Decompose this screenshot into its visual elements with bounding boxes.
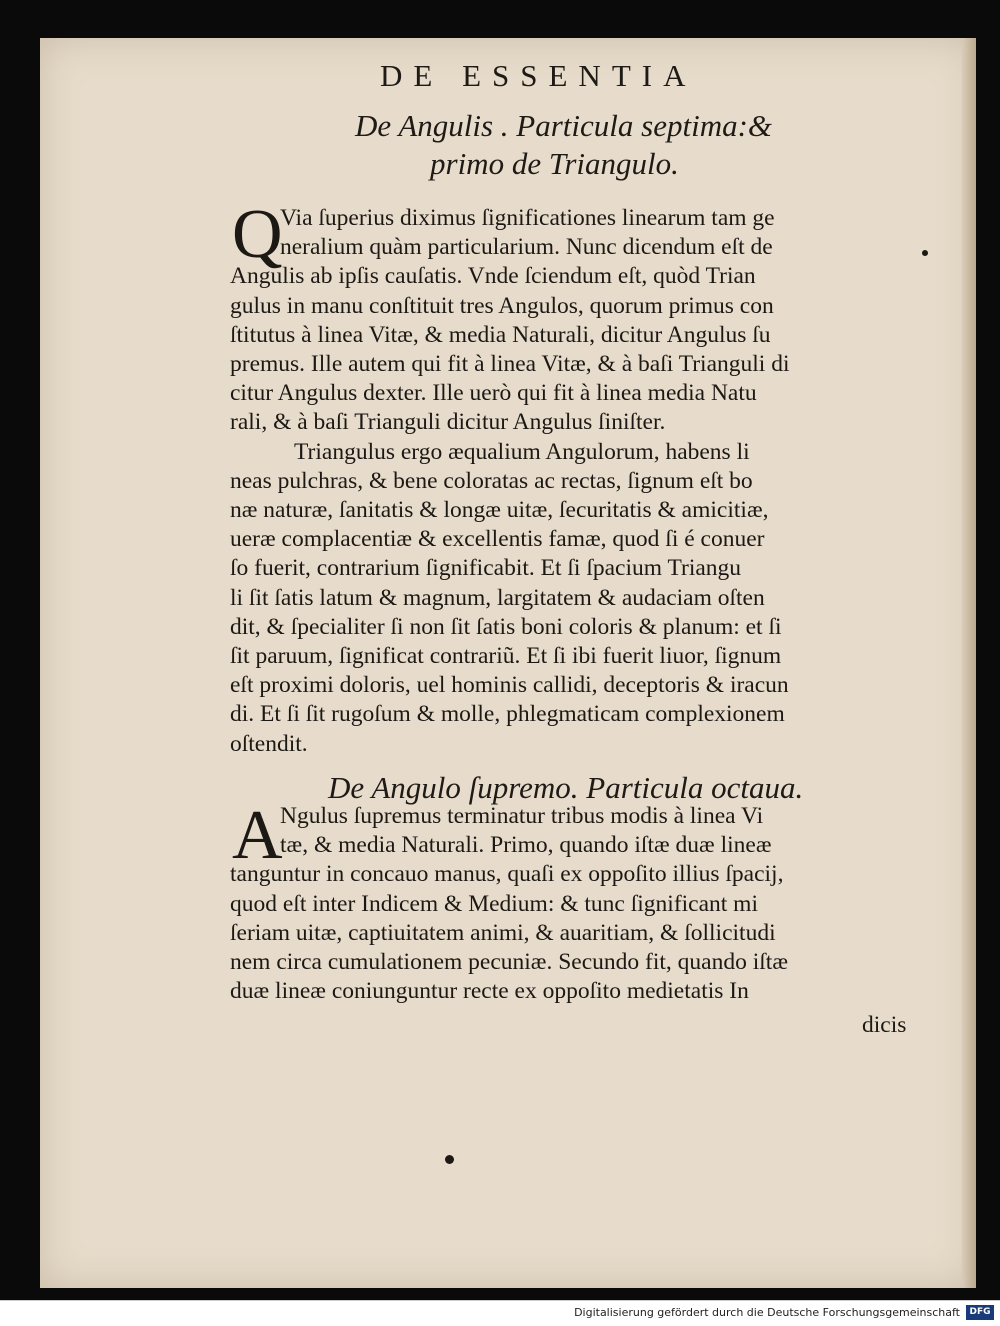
text-line: Angulis ab ipſis cauſatis. Vnde ſciendum eſt, quòd Trian <box>230 263 756 290</box>
running-head: DE ESSENTIA <box>380 58 697 93</box>
catchword: dicis <box>862 1012 907 1038</box>
text-line: ueræ complacentiæ & excellentis famæ, quod ſi é conuer <box>230 526 765 553</box>
text-line: tæ, & media Naturali. Primo, quando iſtæ duæ lineæ <box>280 832 772 859</box>
text-line: duæ lineæ coniunguntur recte ex oppoſito medietatis In <box>230 978 749 1005</box>
text-line: Ngulus ſupremus terminatur tribus modis à linea Vi <box>280 803 764 829</box>
text-line: næ naturæ, ſanitatis & longæ uitæ, ſecuritatis & amicitiæ, <box>230 497 769 524</box>
text-line: quod eſt inter Indicem & Medium: & tunc ſignificant mi <box>230 890 758 917</box>
dfg-logo-icon: DFG <box>966 1305 994 1320</box>
text-line: gulus in manu conſtituit tres Angulos, quorum primus con <box>230 292 774 319</box>
text-line: neralium quàm particularium. Nunc dicendum eſt de <box>280 234 773 261</box>
text-line: Via ſuperius diximus ſignificationes linearum tam ge <box>280 205 775 231</box>
text-line: rali, & à baſi Trianguli dicitur Angulus ſiniſter. <box>230 409 666 436</box>
section2-paragraph <box>230 797 910 1006</box>
footer-credit: Digitalisierung gefördert durch die Deutsche Forschungsgemeinschaft <box>574 1306 960 1319</box>
text-line: eſt proximi doloris, uel hominis callidi, deceptoris & iracun <box>230 672 789 699</box>
text-line: Triangulus ergo æqualium Angulorum, habens li <box>294 438 750 465</box>
ink-dot <box>922 250 928 256</box>
drop-cap-a: A <box>232 797 283 874</box>
text-line: nem circa cumulationem pecuniæ. Secundo fit, quando iſtæ <box>230 949 788 976</box>
section1-title-line1: De Angulis . Particula septima:& <box>355 108 773 143</box>
drop-cap-q: Q <box>232 196 283 273</box>
ink-dot <box>445 1155 454 1164</box>
text-line: li ſit ſatis latum & magnum, largitatem & audaciam oſten <box>230 584 765 611</box>
text-line: ſit paruum, ſignificat contrariũ. Et ſi ibi fuerit liuor, ſignum <box>230 643 782 670</box>
text-line: premus. Ille autem qui fit à linea Vitæ, & à baſi Trianguli di <box>230 351 790 378</box>
footer-bar <box>0 1300 1000 1326</box>
text-line: neas pulchras, & bene coloratas ac rectas, ſignum eſt bo <box>230 467 753 494</box>
text-line: ſo fuerit, contrarium ſignificabit. Et ſi ſpacium Triangu <box>230 555 742 582</box>
section1-paragraph <box>230 196 910 759</box>
text-line: di. Et ſi ſit rugoſum & molle, phlegmaticam complexionem <box>230 701 785 728</box>
section1-title-line2: primo de Triangulo. <box>430 146 679 181</box>
text-line: ſeriam uitæ, captiuitatem animi, & auaritiam, & ſollicitudi <box>230 919 776 946</box>
text-line: tanguntur in concauo manus, quaſi ex oppoſito illius ſpacij, <box>230 861 784 888</box>
text-line: oſtendit. <box>230 730 308 757</box>
section2-title: De Angulo ſupremo. Particula octaua. <box>328 770 804 805</box>
page-edge <box>962 38 976 1288</box>
text-line: ſtitutus à linea Vitæ, & media Naturali, dicitur Angulus ſu <box>230 321 771 348</box>
text-line: citur Angulus dexter. Ille uerò qui fit à linea media Natu <box>230 380 757 407</box>
text-line: dit, & ſpecialiter ſi non ſit ſatis boni coloris & planum: et ſi <box>230 613 782 640</box>
